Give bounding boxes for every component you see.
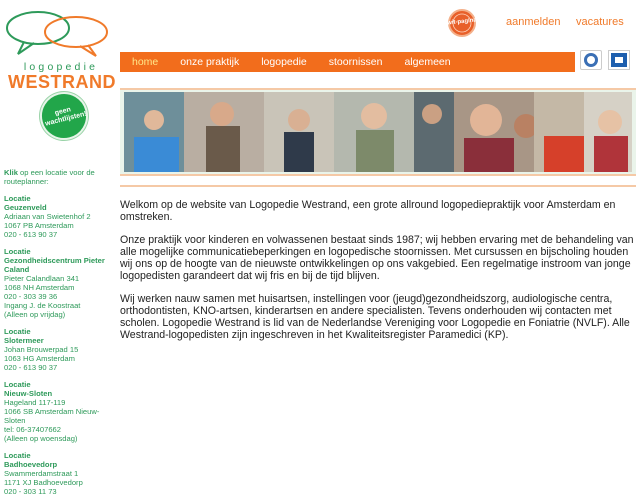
- location-postcode: 1068 NH Amsterdam: [4, 283, 75, 292]
- kp-seal-icon: [581, 51, 601, 69]
- route-intro-bold: Klik: [4, 168, 18, 177]
- main-content: [120, 199, 636, 352]
- route-intro: [4, 168, 112, 186]
- location-note: (Alleen op vrijdag): [4, 310, 66, 319]
- cooperation-paragraph: Wij werken nauw samen met huisartsen, instellingen voor (jeugd)gezondheidszorg, audiologische centra, orthodontisten, KNO-artsen, kinderartsen en andere specialisten. Tevens onderhouden wij contacten met scholen. Logopedie Westrand is lid van de Nederlandse Vereniging voor Logopedie en Foniatrie (NVLF). Alle Westrand-logopedisten zijn ingeschreven in het Kwaliteitsregister Paramedici (KP).: [120, 293, 630, 341]
- location-nieuw-sloten[interactable]: [4, 380, 116, 443]
- nav-logopedie[interactable]: logopedie: [261, 56, 307, 68]
- therapy-photos-image: [124, 92, 632, 172]
- location-postcode: 1063 HG Amsterdam: [4, 354, 75, 363]
- divider-line: [120, 185, 636, 187]
- location-name: Badhoevedorp: [4, 460, 58, 469]
- location-label: Locatie: [4, 380, 31, 389]
- aanmelden-link[interactable]: aanmelden: [506, 16, 561, 28]
- nvlf-seal[interactable]: [608, 50, 630, 70]
- location-postcode: 1067 PB Amsterdam: [4, 221, 74, 230]
- stamp-text: wit-pagina: [446, 17, 478, 27]
- logo-subtitle: logopedie: [23, 61, 99, 73]
- location-label: Locatie: [4, 194, 31, 203]
- location-phone: 020 - 303 39 36: [4, 292, 58, 301]
- location-entrance: Ingang J. de Koostraat: [4, 301, 81, 310]
- nav-home[interactable]: home: [132, 56, 159, 68]
- location-address: Hageland 117-119: [4, 398, 66, 407]
- location-note: (Alleen op woensdag): [4, 434, 78, 443]
- location-address: Adriaan van Swietenhof 2: [4, 212, 91, 221]
- location-geuzenveld[interactable]: [4, 194, 116, 239]
- location-phone: 020 - 303 11 73: [4, 487, 57, 496]
- location-name: Gezondheidscentrum Pieter Caland: [4, 256, 105, 274]
- route-intro-text: op een locatie voor de routeplanner:: [4, 168, 95, 186]
- logo-title: WESTRAND: [8, 72, 116, 92]
- speech-bubbles-icon: [4, 8, 116, 60]
- location-phone: 020 - 613 90 37: [4, 363, 58, 372]
- location-badhoevedorp[interactable]: [4, 451, 116, 496]
- location-name: Nieuw-Sloten: [4, 389, 53, 398]
- location-label: Locatie: [4, 451, 31, 460]
- vacatures-link[interactable]: vacatures: [576, 16, 624, 28]
- main-nav: [120, 52, 575, 72]
- nav-algemeen[interactable]: algemeen: [404, 56, 451, 68]
- location-postcode: 1171 XJ Badhoevedorp: [4, 478, 83, 487]
- kp-seal[interactable]: [580, 50, 602, 70]
- location-phone: 020 - 613 90 37: [4, 230, 58, 239]
- nvlf-seal-icon: [609, 51, 629, 69]
- photo-banner: [124, 92, 632, 172]
- practice-paragraph: Onze praktijk voor kinderen en volwassenen bestaat sinds 1987; wij hebben ervaring met de behandeling van alle mogelijke communicatiebeperkingen en logopedische stoornissen. Met cursussen en bijscholing houden wij ons op de hoogte van de nieuwste ontwikkelingen op ons vakgebied. Een regelmatige instroom van jonge logopedisten garandeert dat wij fris en bij de tijd blijven.: [120, 234, 634, 282]
- wit-pagina-stamp[interactable]: [442, 8, 482, 38]
- nav-stoornissen[interactable]: stoornissen: [328, 56, 383, 68]
- no-waitlist-badge: [35, 87, 93, 145]
- location-label: Locatie: [4, 327, 31, 336]
- location-address: Swammerdamstraat 1: [4, 469, 79, 478]
- location-name: Slotermeer: [4, 336, 44, 345]
- site-logo[interactable]: [4, 8, 116, 92]
- location-slotermeer[interactable]: [4, 327, 116, 372]
- location-pieter-caland[interactable]: [4, 247, 116, 319]
- location-address: Pieter Calandlaan 341: [4, 274, 80, 283]
- location-postcode: 1066 SB Amsterdam Nieuw-Sloten: [4, 407, 100, 425]
- nav-onze-praktijk[interactable]: onze praktijk: [180, 56, 240, 68]
- intro-paragraph: Welkom op de website van Logopedie Westrand, een grote allround logopediepraktijk voor Amsterdam en omstreken.: [120, 199, 616, 223]
- location-label: Locatie: [4, 247, 31, 256]
- location-address: Johan Brouwerpad 15: [4, 345, 79, 354]
- location-phone: tel: 06-37407662: [4, 425, 62, 434]
- location-list: [4, 194, 116, 504]
- badge-text: geen wachtlijsten!: [44, 106, 88, 128]
- location-name: Geuzenveld: [4, 203, 47, 212]
